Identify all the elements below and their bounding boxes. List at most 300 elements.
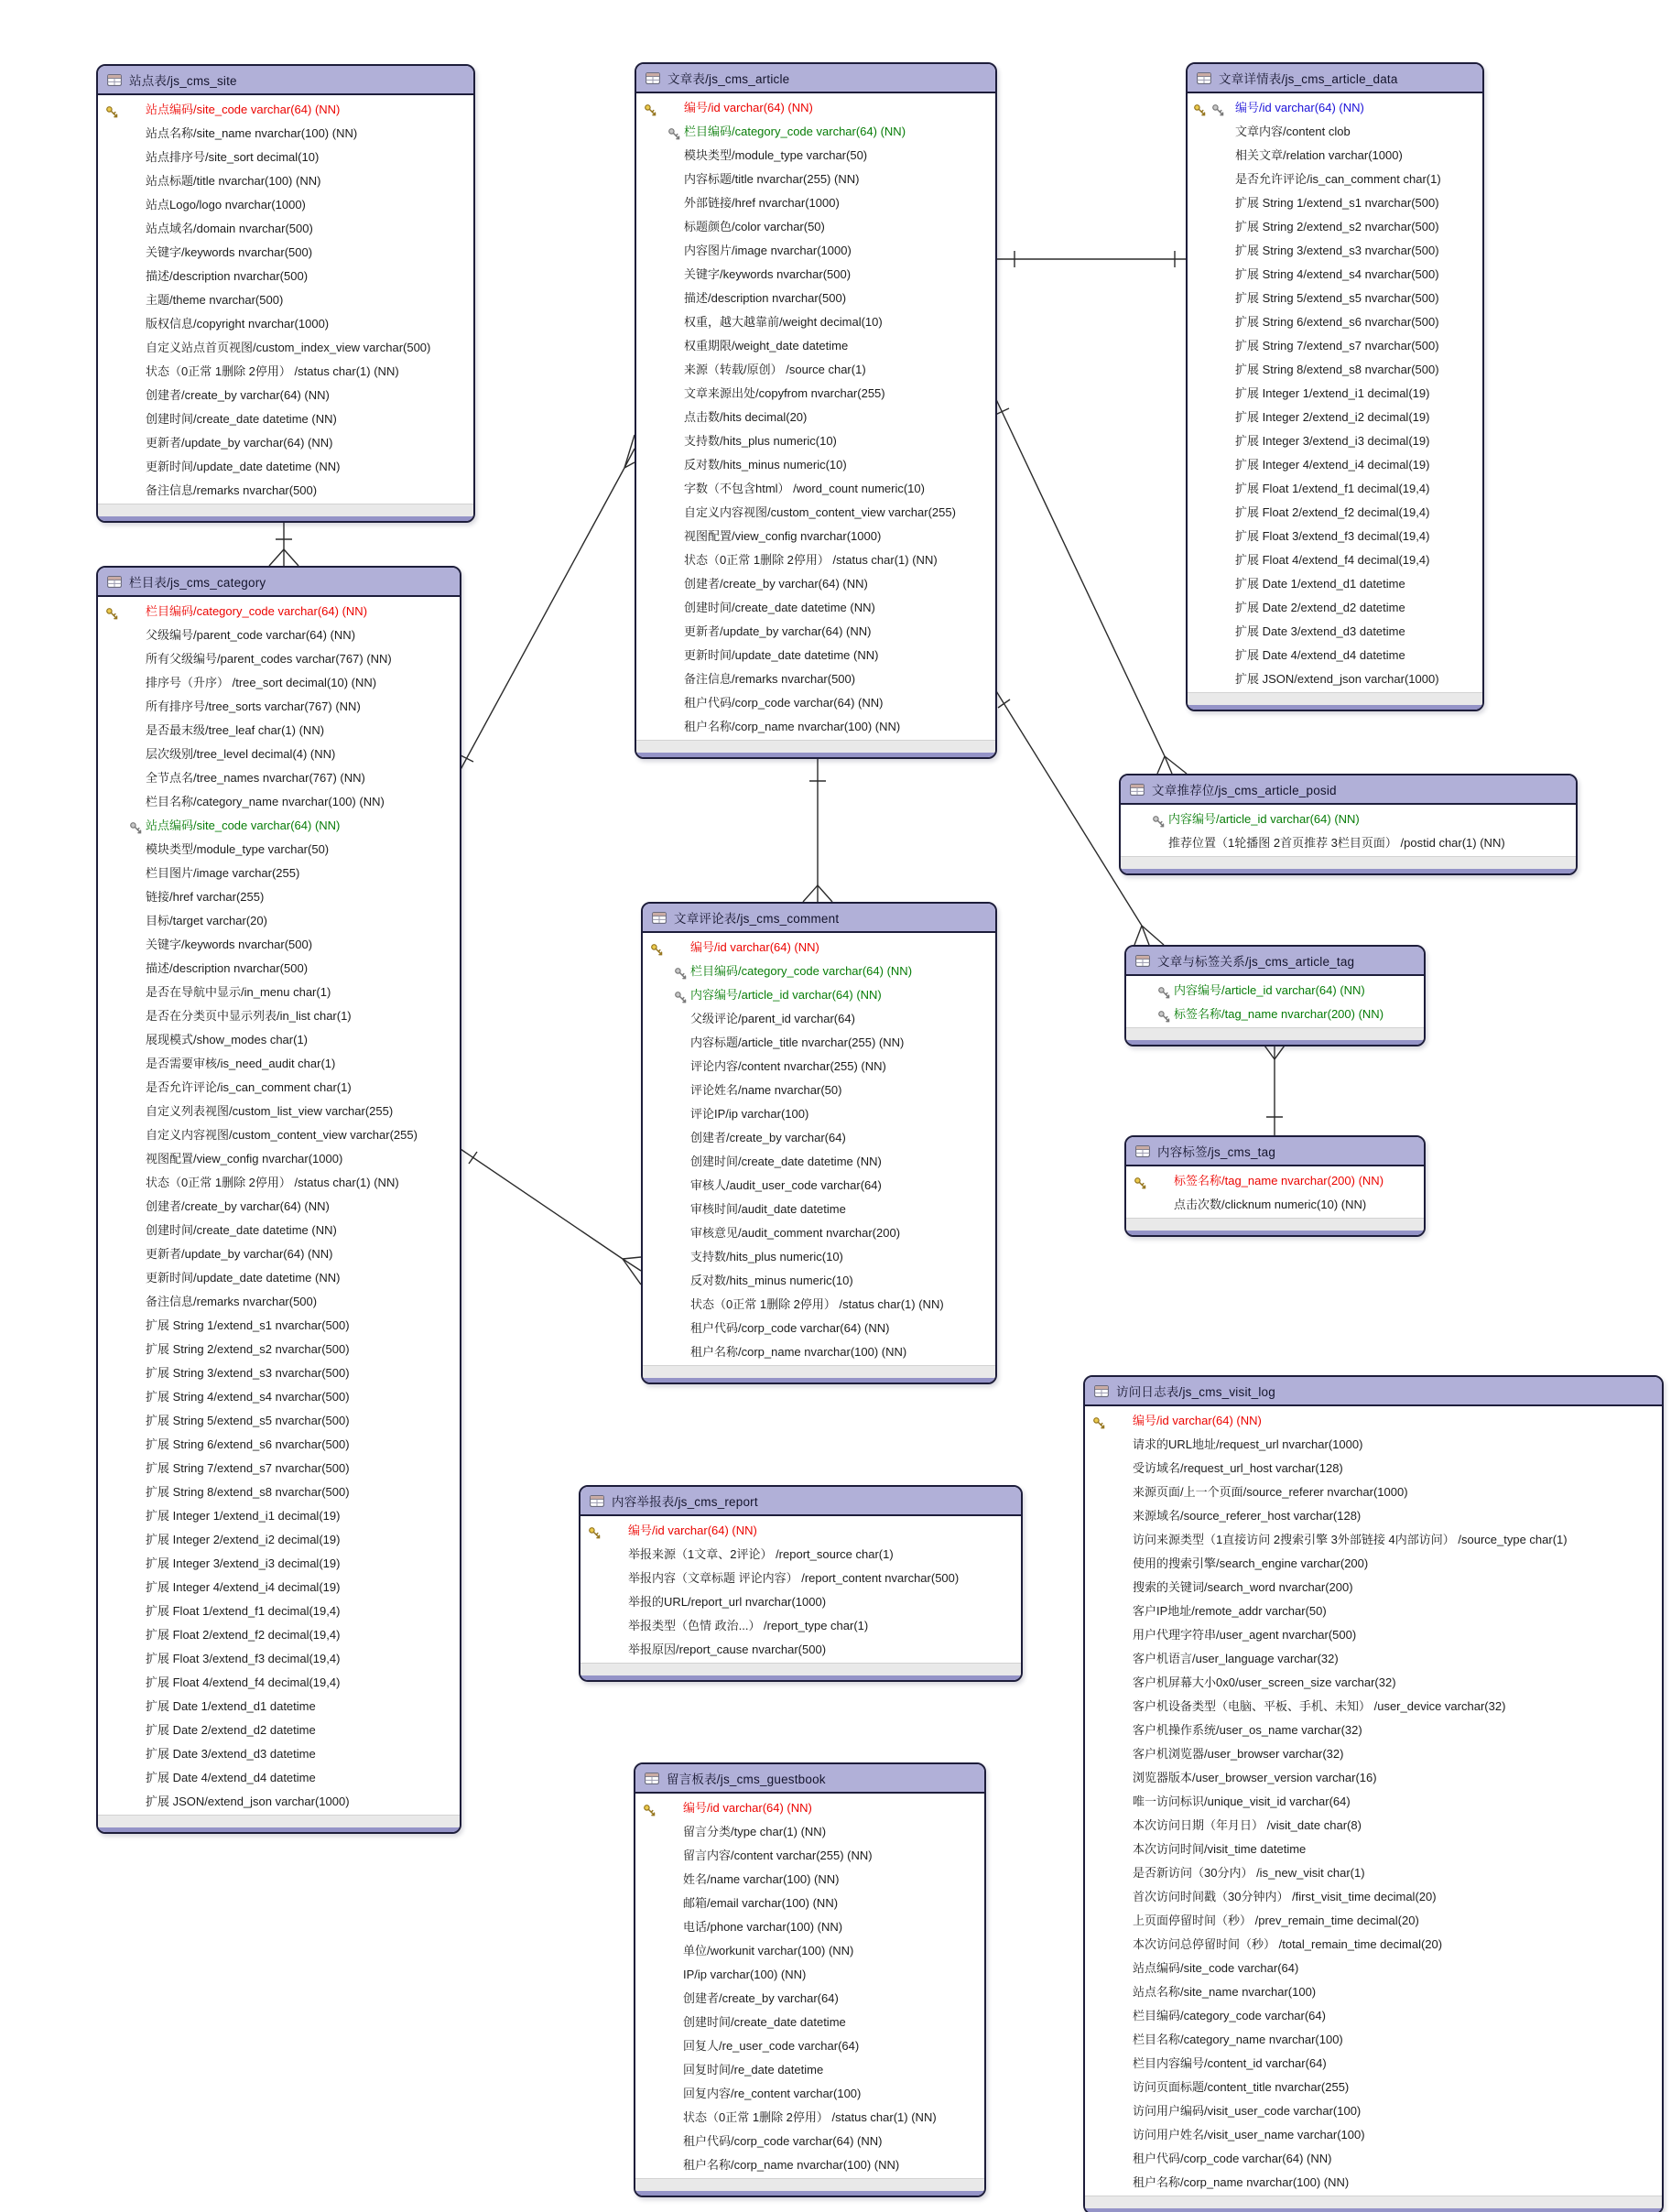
field-label: 留言内容/content varchar(255) (NN) — [683, 1849, 873, 1862]
table-js_cms_category[interactable] — [96, 566, 461, 1834]
table-footer-bar — [643, 1378, 995, 1382]
field-row — [643, 1293, 995, 1317]
field-row — [635, 2034, 984, 2058]
table-title: 文章详情表/js_cms_article_data — [1219, 72, 1398, 86]
table-js_cms_article_posid[interactable] — [1119, 774, 1578, 875]
field-label: 扩展 String 3/extend_s3 nvarchar(500) — [1235, 244, 1439, 257]
field-row — [643, 936, 995, 960]
field-row — [1188, 310, 1482, 334]
table-icon — [1094, 1385, 1109, 1397]
field-row — [636, 382, 995, 406]
table-header-js_cms_tag[interactable] — [1126, 1137, 1424, 1166]
field-row — [635, 1868, 984, 1892]
table-title: 文章表/js_cms_article — [667, 72, 790, 86]
field-label: 评论内容/content nvarchar(255) (NN) — [690, 1059, 886, 1073]
field-label: 站点编码/site_code varchar(64) — [1133, 1961, 1299, 1975]
table-js_cms_visit_log[interactable] — [1083, 1375, 1664, 2212]
field-label: 本次访问日期（年月日） /visit_date char(8) — [1133, 1818, 1362, 1832]
field-label: 排序号（升序） /tree_sort decimal(10) (NN) — [146, 676, 377, 689]
field-label: 扩展 String 8/extend_s8 nvarchar(500) — [1235, 363, 1439, 376]
table-js_cms_article_tag[interactable] — [1124, 945, 1426, 1046]
field-row — [98, 1338, 460, 1361]
field-row — [1188, 572, 1482, 596]
primary-key-icon — [1193, 102, 1207, 115]
table-footer — [635, 2178, 984, 2191]
field-label: 客户IP地址/remote_addr varchar(50) — [1133, 1604, 1327, 1618]
field-row — [635, 2082, 984, 2106]
field-row — [1085, 1719, 1662, 1742]
primary-key-icon — [644, 102, 657, 115]
field-row — [1085, 2099, 1662, 2123]
field-label: 扩展 Integer 4/extend_i4 decimal(19) — [1235, 458, 1430, 472]
field-row — [581, 1567, 1021, 1590]
field-row — [643, 1198, 995, 1221]
field-label: 唯一访问标识/unique_visit_id varchar(64) — [1133, 1795, 1351, 1808]
field-row — [636, 572, 995, 596]
field-label: 更新者/update_by varchar(64) (NN) — [146, 1247, 333, 1261]
field-label: 租户名称/corp_name nvarchar(100) (NN) — [690, 1345, 907, 1359]
field-label: 站点名称/site_name nvarchar(100) (NN) — [146, 126, 358, 140]
field-row — [98, 146, 473, 169]
field-label: 租户代码/corp_code varchar(64) (NN) — [683, 2134, 883, 2148]
field-label: 搜索的关键词/search_word nvarchar(200) — [1133, 1580, 1353, 1594]
field-label: 租户代码/corp_code varchar(64) (NN) — [684, 696, 884, 710]
field-label: 使用的搜索引擎/search_engine varchar(200) — [1133, 1556, 1369, 1570]
field-row — [98, 647, 460, 671]
field-row — [636, 263, 995, 287]
relationship-category-comment — [469, 1152, 477, 1164]
field-label: 扩展 Date 1/extend_d1 datetime — [1235, 577, 1405, 591]
field-label: 描述/description nvarchar(500) — [684, 291, 847, 305]
field-label: 邮箱/email varchar(100) (NN) — [683, 1896, 839, 1910]
relationship-category-article — [458, 468, 624, 775]
field-label: 状态（0正常 1删除 2停用） /status char(1) (NN) — [684, 553, 938, 567]
field-row — [636, 667, 995, 691]
field-label: 父级编号/parent_code varchar(64) (NN) — [146, 628, 356, 642]
field-row — [98, 1242, 460, 1266]
table-footer — [1085, 2196, 1662, 2208]
field-row — [98, 1028, 460, 1052]
field-label: 单位/workunit varchar(100) (NN) — [683, 1944, 854, 1957]
field-row — [636, 358, 995, 382]
field-list — [1121, 805, 1576, 856]
primary-key-icon — [588, 1524, 602, 1538]
field-row — [1085, 1623, 1662, 1647]
table-title: 内容举报表/js_cms_report — [612, 1495, 758, 1509]
table-footer — [643, 1365, 995, 1378]
field-label: 字数（不包含html） /word_count numeric(10) — [684, 482, 925, 495]
field-label: 扩展 Float 1/extend_f1 decimal(19,4) — [1235, 482, 1430, 495]
table-header-js_cms_article[interactable] — [636, 64, 995, 93]
primary-key-icon — [105, 103, 119, 117]
field-label: 推荐位置（1轮播图 2首页推荐 3栏目页面） /postid char(1) (NN) — [1168, 836, 1505, 850]
field-row — [1188, 382, 1482, 406]
foreign-key-icon — [1152, 813, 1166, 827]
field-label: 状态（0正常 1删除 2停用） /status char(1) (NN) — [690, 1297, 944, 1311]
field-row — [635, 2011, 984, 2034]
table-footer — [1126, 1027, 1424, 1040]
relationship-article-posid — [993, 394, 1165, 756]
table-header-js_cms_article_data[interactable] — [1188, 64, 1482, 93]
field-row — [636, 144, 995, 168]
field-list — [98, 597, 460, 1815]
field-label: 扩展 String 4/extend_s4 nvarchar(500) — [1235, 267, 1439, 281]
field-label: 扩展 Integer 2/extend_i2 decimal(19) — [1235, 410, 1430, 424]
field-label: 扩展 String 7/extend_s7 nvarchar(500) — [146, 1461, 350, 1475]
field-row — [98, 455, 473, 479]
table-icon — [1130, 784, 1145, 796]
field-label: 标签名称/tag_name nvarchar(200) (NN) — [1174, 1007, 1384, 1021]
table-header-js_cms_guestbook[interactable] — [635, 1764, 984, 1794]
table-footer-bar — [98, 1827, 460, 1832]
field-label: 扩展 Float 4/extend_f4 decimal(19,4) — [1235, 553, 1430, 567]
table-header-js_cms_article_tag[interactable] — [1126, 947, 1424, 976]
field-row — [1085, 1814, 1662, 1838]
field-row — [98, 1052, 460, 1076]
table-js_cms_tag[interactable] — [1124, 1135, 1426, 1237]
field-row — [1085, 1433, 1662, 1457]
field-row — [643, 1007, 995, 1031]
field-row — [1085, 2147, 1662, 2171]
field-label: 回复时间/re_date datetime — [683, 2063, 824, 2076]
table-header-js_cms_article_posid[interactable] — [1121, 775, 1576, 805]
field-row — [1188, 120, 1482, 144]
field-label: 是否允许评论/is_can_comment char(1) — [1235, 172, 1441, 186]
field-row — [98, 957, 460, 981]
field-list — [635, 1794, 984, 2178]
relationship-category-comment — [623, 1259, 641, 1271]
relationship-article-posid — [995, 408, 1009, 415]
field-label: 关键字/keywords nvarchar(500) — [684, 267, 852, 281]
field-label: 扩展 String 6/extend_s6 nvarchar(500) — [146, 1437, 350, 1451]
table-header-js_cms_category[interactable] — [98, 568, 460, 597]
field-label: 是否需要审核/is_need_audit char(1) — [146, 1057, 336, 1070]
field-row — [98, 1742, 460, 1766]
field-label: 扩展 Integer 4/extend_i4 decimal(19) — [146, 1580, 341, 1594]
field-label: 内容标题/article_title nvarchar(255) (NN) — [690, 1036, 905, 1049]
field-row — [636, 168, 995, 191]
field-label: 扩展 Float 3/extend_f3 decimal(19,4) — [146, 1652, 341, 1665]
field-row — [643, 960, 995, 983]
field-row — [98, 981, 460, 1004]
field-label: 更新者/update_by varchar(64) (NN) — [146, 436, 333, 450]
field-row — [98, 1290, 460, 1314]
field-label: 反对数/hits_minus numeric(10) — [690, 1274, 853, 1287]
table-title: 栏目表/js_cms_category — [129, 576, 266, 590]
table-js_cms_guestbook[interactable] — [634, 1762, 986, 2197]
field-row — [1188, 96, 1482, 120]
field-row — [636, 191, 995, 215]
table-js_cms_article_data[interactable] — [1186, 62, 1484, 711]
field-row — [1085, 1909, 1662, 1933]
table-header-js_cms_site[interactable] — [98, 66, 473, 95]
field-row — [98, 1100, 460, 1123]
table-icon — [1135, 955, 1150, 967]
field-row — [1188, 263, 1482, 287]
field-list — [1126, 1166, 1424, 1218]
field-label: 栏目编码/category_code varchar(64) (NN) — [146, 604, 368, 618]
field-row — [1085, 2123, 1662, 2147]
field-row — [1085, 2076, 1662, 2099]
field-label: 标题颜色/color varchar(50) — [684, 220, 825, 233]
field-row — [635, 1963, 984, 1987]
field-row — [98, 1457, 460, 1480]
field-label: 描述/description nvarchar(500) — [146, 961, 309, 975]
field-row — [98, 766, 460, 790]
field-row — [636, 525, 995, 548]
table-icon — [1197, 72, 1211, 84]
field-label: 栏目编码/category_code varchar(64) (NN) — [684, 125, 906, 138]
field-row — [98, 122, 473, 146]
field-label: 创建时间/create_date datetime (NN) — [146, 1223, 337, 1237]
field-row — [1085, 1504, 1662, 1528]
field-row — [98, 1409, 460, 1433]
field-label: 扩展 String 1/extend_s1 nvarchar(500) — [146, 1318, 350, 1332]
field-row — [1085, 1766, 1662, 1790]
field-label: 创建者/create_by varchar(64) — [683, 1991, 839, 2005]
field-label: 请求的URL地址/request_url nvarchar(1000) — [1133, 1437, 1363, 1451]
field-row — [98, 623, 460, 647]
field-row — [1188, 525, 1482, 548]
field-label: 关键字/keywords nvarchar(500) — [146, 245, 313, 259]
field-label: 扩展 JSON/extend_json varchar(1000) — [1235, 672, 1439, 686]
field-row — [643, 1221, 995, 1245]
field-row — [643, 1126, 995, 1150]
relationship-article-comment — [818, 885, 832, 902]
field-label: 留言分类/type char(1) (NN) — [683, 1825, 827, 1838]
field-row — [1085, 2171, 1662, 2195]
field-list — [1188, 93, 1482, 692]
field-label: 编号/id varchar(64) (NN) — [683, 1801, 812, 1815]
field-row — [581, 1590, 1021, 1614]
field-row — [1121, 808, 1576, 831]
field-label: 主题/theme nvarchar(500) — [146, 293, 284, 307]
field-label: 备注信息/remarks nvarchar(500) — [146, 1295, 318, 1308]
field-label: 扩展 Float 1/extend_f1 decimal(19,4) — [146, 1604, 341, 1618]
field-label: 文章来源出处/copyfrom nvarchar(255) — [684, 386, 885, 400]
field-row — [1085, 2028, 1662, 2052]
field-row — [98, 862, 460, 885]
table-js_cms_site[interactable] — [96, 64, 475, 523]
field-label: 内容图片/image nvarchar(1000) — [684, 244, 852, 257]
field-row — [98, 1147, 460, 1171]
field-label: 外部链接/href nvarchar(1000) — [684, 196, 840, 210]
field-label: 扩展 Date 4/extend_d4 datetime — [1235, 648, 1405, 662]
field-label: 站点编码/site_code varchar(64) (NN) — [146, 819, 341, 832]
field-label: 备注信息/remarks nvarchar(500) — [146, 483, 318, 497]
field-label: 受访域名/request_url_host varchar(128) — [1133, 1461, 1343, 1475]
primary-key-icon — [105, 605, 119, 619]
field-label: 审核人/audit_user_code varchar(64) — [690, 1178, 882, 1192]
foreign-key-icon — [129, 819, 143, 833]
field-label: 扩展 String 5/extend_s5 nvarchar(500) — [1235, 291, 1439, 305]
field-label: 扩展 Date 2/extend_d2 datetime — [146, 1723, 316, 1737]
field-row — [581, 1543, 1021, 1567]
field-row — [98, 885, 460, 909]
table-title: 文章评论表/js_cms_comment — [674, 912, 840, 926]
field-label: 创建者/create_by varchar(64) (NN) — [146, 1199, 330, 1213]
field-label: 关键字/keywords nvarchar(500) — [146, 938, 313, 951]
field-label: 扩展 Float 2/extend_f2 decimal(19,4) — [1235, 505, 1430, 519]
field-row — [98, 600, 460, 623]
foreign-key-icon — [1157, 1008, 1171, 1022]
primary-key-icon — [643, 1802, 656, 1816]
field-label: 访问页面标题/content_title nvarchar(255) — [1133, 2080, 1350, 2094]
table-footer — [1188, 692, 1482, 705]
field-label: 扩展 String 6/extend_s6 nvarchar(500) — [1235, 315, 1439, 329]
field-row — [98, 431, 473, 455]
field-row — [98, 671, 460, 695]
field-row — [98, 838, 460, 862]
field-label: 扩展 Float 2/extend_f2 decimal(19,4) — [146, 1628, 341, 1642]
field-label: 创建时间/create_date datetime (NN) — [684, 601, 875, 614]
field-label: 站点排序号/site_sort decimal(10) — [146, 150, 320, 164]
table-title: 文章与标签关系/js_cms_article_tag — [1157, 955, 1355, 969]
field-label: 文章内容/content clob — [1235, 125, 1351, 138]
field-label: 自定义列表视图/custom_list_view varchar(255) — [146, 1104, 394, 1118]
field-row — [98, 909, 460, 933]
table-footer — [1126, 1218, 1424, 1231]
field-row — [98, 1576, 460, 1599]
field-label: 姓名/name varchar(100) (NN) — [683, 1872, 840, 1886]
field-label: IP/ip varchar(100) (NN) — [683, 1968, 807, 1981]
field-row — [643, 983, 995, 1007]
field-label: 更新者/update_by varchar(64) (NN) — [684, 624, 872, 638]
field-row — [98, 1433, 460, 1457]
table-js_cms_comment[interactable] — [641, 902, 997, 1384]
foreign-key-icon — [1211, 102, 1225, 115]
field-label: 审核意见/audit_comment nvarchar(200) — [690, 1226, 901, 1240]
field-row — [98, 1480, 460, 1504]
table-title: 内容标签/js_cms_tag — [1157, 1145, 1276, 1159]
table-icon — [645, 1773, 659, 1784]
field-label: 扩展 String 7/extend_s7 nvarchar(500) — [1235, 339, 1439, 352]
field-label: 编号/id varchar(64) (NN) — [628, 1523, 757, 1537]
field-row — [636, 715, 995, 739]
primary-key-icon — [1134, 1175, 1147, 1188]
field-row — [98, 193, 473, 217]
primary-key-icon — [1092, 1415, 1106, 1428]
table-js_cms_report[interactable] — [579, 1485, 1023, 1682]
field-row — [98, 336, 473, 360]
field-label: 举报的URL/report_url nvarchar(1000) — [628, 1595, 827, 1609]
field-label: 扩展 String 2/extend_s2 nvarchar(500) — [1235, 220, 1439, 233]
field-label: 栏目图片/image varchar(255) — [146, 866, 300, 880]
table-title: 留言板表/js_cms_guestbook — [667, 1773, 826, 1786]
field-label: 站点Logo/logo nvarchar(1000) — [146, 198, 306, 211]
field-label: 状态（0正常 1删除 2停用） /status char(1) (NN) — [683, 2110, 937, 2124]
table-icon — [107, 74, 122, 86]
foreign-key-icon — [674, 965, 688, 979]
field-label: 状态（0正常 1删除 2停用） /status char(1) (NN) — [146, 364, 399, 378]
field-row — [98, 98, 473, 122]
field-label: 视图配置/view_config nvarchar(1000) — [146, 1152, 343, 1166]
field-label: 状态（0正常 1删除 2停用） /status char(1) (NN) — [146, 1176, 399, 1189]
table-header-js_cms_visit_log[interactable] — [1085, 1377, 1662, 1406]
field-label: 栏目名称/category_name nvarchar(100) (NN) — [146, 795, 385, 808]
field-row — [1188, 358, 1482, 382]
field-row — [98, 384, 473, 407]
field-label: 本次访问总停留时间（秒） /total_remain_time decimal(20) — [1133, 1937, 1443, 1951]
field-row — [98, 1790, 460, 1814]
field-row — [98, 312, 473, 336]
foreign-key-icon — [667, 125, 681, 139]
field-label: 来源（转载/原创） /source char(1) — [684, 363, 866, 376]
table-header-js_cms_report[interactable] — [581, 1487, 1021, 1516]
table-js_cms_article[interactable] — [635, 62, 997, 759]
field-label: 链接/href varchar(255) — [146, 890, 265, 904]
field-label: 视图配置/view_config nvarchar(1000) — [684, 529, 882, 543]
field-row — [636, 215, 995, 239]
field-list — [1085, 1406, 1662, 2196]
table-footer-bar — [1188, 705, 1482, 710]
field-label: 本次访问时间/visit_time datetime — [1133, 1842, 1307, 1856]
field-label: 更新时间/update_date datetime (NN) — [684, 648, 879, 662]
field-label: 扩展 Float 4/extend_f4 decimal(19,4) — [146, 1675, 341, 1689]
field-label: 电话/phone varchar(100) (NN) — [683, 1920, 843, 1934]
field-row — [1085, 2052, 1662, 2076]
table-title: 访问日志表/js_cms_visit_log — [1116, 1385, 1275, 1399]
field-row — [98, 360, 473, 384]
field-row — [643, 1079, 995, 1102]
field-label: 编号/id varchar(64) (NN) — [690, 940, 819, 954]
field-row — [1188, 239, 1482, 263]
field-row — [98, 1719, 460, 1742]
field-row — [1085, 1933, 1662, 1957]
field-row — [1085, 1957, 1662, 1980]
field-label: 租户代码/corp_code varchar(64) (NN) — [1133, 2152, 1332, 2165]
field-row — [636, 620, 995, 644]
field-label: 扩展 String 4/extend_s4 nvarchar(500) — [146, 1390, 350, 1404]
field-row — [1188, 477, 1482, 501]
field-label: 反对数/hits_minus numeric(10) — [684, 458, 847, 472]
field-label: 展现模式/show_modes char(1) — [146, 1033, 308, 1046]
table-footer — [98, 1815, 460, 1827]
field-row — [1188, 596, 1482, 620]
field-label: 版权信息/copyright nvarchar(1000) — [146, 317, 330, 331]
field-row — [636, 644, 995, 667]
foreign-key-icon — [674, 989, 688, 1003]
field-label: 客户机浏览器/user_browser varchar(32) — [1133, 1747, 1344, 1761]
field-row — [98, 1361, 460, 1385]
field-label: 站点标题/title nvarchar(100) (NN) — [146, 174, 321, 188]
field-row — [1126, 1169, 1424, 1193]
field-row — [1188, 406, 1482, 429]
field-label: 访问用户编码/visit_user_code varchar(100) — [1133, 2104, 1362, 2118]
field-label: 支持数/hits_plus numeric(10) — [690, 1250, 843, 1263]
field-label: 栏目编码/category_code varchar(64) (NN) — [690, 964, 913, 978]
field-row — [636, 96, 995, 120]
field-label: 备注信息/remarks nvarchar(500) — [684, 672, 856, 686]
field-label: 所有排序号/tree_sorts varchar(767) (NN) — [146, 699, 361, 713]
field-label: 创建时间/create_date datetime — [683, 2015, 846, 2029]
field-row — [636, 239, 995, 263]
field-label: 内容编号/article_id varchar(64) (NN) — [1168, 812, 1360, 826]
field-label: 更新时间/update_date datetime (NN) — [146, 1271, 341, 1285]
field-row — [98, 743, 460, 766]
field-row — [636, 477, 995, 501]
field-label: 浏览器版本/user_browser_version varchar(16) — [1133, 1771, 1377, 1784]
field-label: 租户代码/corp_code varchar(64) (NN) — [690, 1321, 890, 1335]
table-header-js_cms_comment[interactable] — [643, 904, 995, 933]
field-row — [98, 1552, 460, 1576]
field-label: 权重，越大越靠前/weight decimal(10) — [684, 315, 883, 329]
field-row — [635, 1915, 984, 1939]
table-footer-bar — [1126, 1231, 1424, 1235]
field-row — [1188, 215, 1482, 239]
field-label: 创建者/create_by varchar(64) — [690, 1131, 846, 1144]
table-footer — [98, 504, 473, 516]
